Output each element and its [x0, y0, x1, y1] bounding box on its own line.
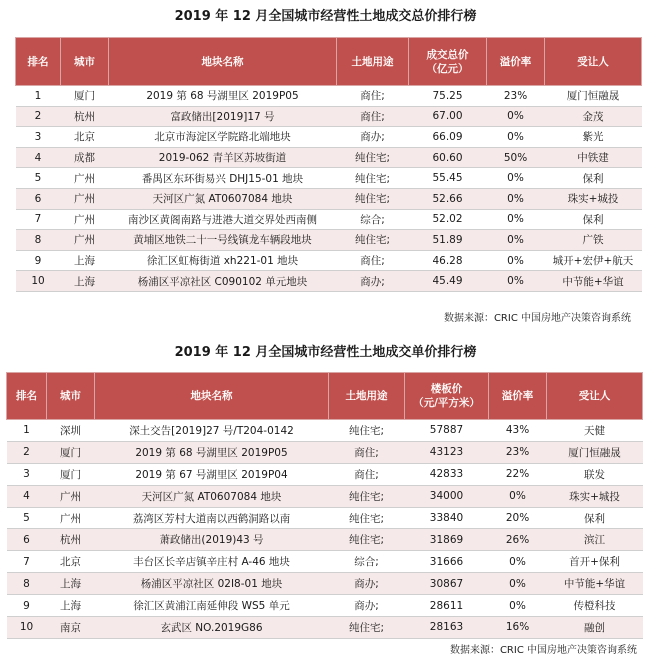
parcel-name-cell: 北京市海淀区学院路北端地块: [109, 127, 337, 148]
table-row: [7, 485, 643, 507]
price-cell: 52.66: [409, 188, 487, 209]
land-use-cell: 纯住宅;: [337, 147, 409, 168]
table-row: [7, 420, 643, 442]
table-row: [7, 529, 643, 551]
buyer-cell: 保利: [545, 209, 642, 230]
parcel-name-cell: 富政储出[2019]17 号: [109, 106, 337, 127]
table-row: [16, 230, 642, 251]
rank-cell: 7: [7, 551, 47, 573]
price-cell: 52.02: [409, 209, 487, 230]
premium-rate-cell: 23%: [489, 441, 547, 463]
city-cell: 广州: [61, 168, 109, 189]
buyer-cell: 滨江: [547, 529, 643, 551]
buyer-cell: 广铁: [545, 230, 642, 251]
table1-title: 2019 年 12 月全国城市经营性土地成交总价排行榜: [174, 9, 477, 24]
table-row: [7, 595, 643, 617]
premium-rate-cell: 50%: [487, 147, 545, 168]
parcel-name-cell: 丰台区长辛店镇辛庄村 A-46 地块: [95, 551, 329, 573]
rank-cell: 3: [16, 127, 61, 148]
city-cell: 上海: [47, 573, 95, 595]
parcel-name-cell: 徐汇区黄浦江南延伸段 WS5 单元: [95, 595, 329, 617]
parcel-name-cell: 黄埔区地铁二十一号线镇龙车辆段地块: [109, 230, 337, 251]
price-cell: 33840: [405, 507, 489, 529]
price-cell: 46.28: [409, 250, 487, 271]
land-use-cell: 商住;: [337, 106, 409, 127]
price-cell: 75.25: [409, 86, 487, 107]
parcel-name-cell: 2019-062 青羊区苏坡街道: [109, 147, 337, 168]
rank-cell: 4: [7, 485, 47, 507]
city-cell: 北京: [61, 127, 109, 148]
land-use-cell: 纯住宅;: [329, 507, 405, 529]
land-use-cell: 商住;: [337, 86, 409, 107]
rank-cell: 3: [7, 463, 47, 485]
rank-cell: 8: [16, 230, 61, 251]
price-cell: 51.89: [409, 230, 487, 251]
buyer-cell: 金茂: [545, 106, 642, 127]
premium-rate-cell: 0%: [489, 551, 547, 573]
buyer-cell: 传橙科技: [547, 595, 643, 617]
buyer-cell: 保利: [547, 507, 643, 529]
parcel-name-cell: 杨浦区平凉社区 02I8-01 地块: [95, 573, 329, 595]
buyer-cell: 中铁建: [545, 147, 642, 168]
land-use-cell: 商办;: [329, 573, 405, 595]
buyer-cell: 首开+保利: [547, 551, 643, 573]
table-row: [16, 250, 642, 271]
price-cell: 42833: [405, 463, 489, 485]
city-cell: 广州: [61, 188, 109, 209]
city-cell: 广州: [61, 230, 109, 251]
table2-source-note: 数据来源：CRIC 中国房地产决策咨询系统: [449, 645, 637, 656]
buyer-cell: 保利: [545, 168, 642, 189]
buyer-cell: 紫光: [545, 127, 642, 148]
land-use-cell: 商住;: [329, 441, 405, 463]
premium-rate-cell: 43%: [489, 420, 547, 442]
price-cell: 30867: [405, 573, 489, 595]
header-parcel-name: 地块名称: [109, 38, 337, 86]
table-row: [16, 127, 642, 148]
rank-cell: 8: [7, 573, 47, 595]
parcel-name-cell: 徐汇区虹梅街道 xh221-01 地块: [109, 250, 337, 271]
city-cell: 厦门: [47, 441, 95, 463]
parcel-name-cell: 天河区广氮 AT0607084 地块: [109, 188, 337, 209]
city-cell: 南京: [47, 617, 95, 639]
rank-cell: 6: [7, 529, 47, 551]
parcel-name-cell: 深土交告[2019]27 号/T204-0142: [95, 420, 329, 442]
buyer-cell: 融创: [547, 617, 643, 639]
rank-cell: 1: [16, 86, 61, 107]
price-cell: 57887: [405, 420, 489, 442]
table-row: [7, 507, 643, 529]
land-use-cell: 综合;: [337, 209, 409, 230]
buyer-cell: 城开+宏伊+航天: [545, 250, 642, 271]
table-row: [7, 463, 643, 485]
rank-cell: 5: [7, 507, 47, 529]
city-cell: 杭州: [47, 529, 95, 551]
parcel-name-cell: 杨浦区平凉社区 C090102 单元地块: [109, 271, 337, 292]
header-land-use: 土地用途: [329, 373, 405, 420]
table-row: [7, 617, 643, 639]
header-buyer: 受让人: [547, 373, 643, 420]
table2-title: 2019 年 12 月全国城市经营性土地成交单价排行榜: [174, 345, 477, 360]
price-cell: 60.60: [409, 147, 487, 168]
land-use-cell: 纯住宅;: [329, 529, 405, 551]
header-city: 城市: [61, 38, 109, 86]
parcel-name-cell: 2019 第 68 号湖里区 2019P05: [95, 441, 329, 463]
rank-cell: 4: [16, 147, 61, 168]
buyer-cell: 珠实+城投: [547, 485, 643, 507]
rank-cell: 6: [16, 188, 61, 209]
price-cell: 28163: [405, 617, 489, 639]
rank-cell: 7: [16, 209, 61, 230]
city-cell: 厦门: [61, 86, 109, 107]
land-use-cell: 商办;: [329, 595, 405, 617]
city-cell: 杭州: [61, 106, 109, 127]
rank-cell: 9: [7, 595, 47, 617]
land-use-cell: 纯住宅;: [329, 617, 405, 639]
city-cell: 广州: [61, 209, 109, 230]
rank-cell: 5: [16, 168, 61, 189]
city-cell: 广州: [47, 485, 95, 507]
buyer-cell: 天健: [547, 420, 643, 442]
table-row: [16, 271, 642, 292]
table-row: [16, 209, 642, 230]
city-cell: 成都: [61, 147, 109, 168]
header-rank: 排名: [7, 373, 47, 420]
parcel-name-cell: 萧政储出(2019)43 号: [95, 529, 329, 551]
price-cell: 55.45: [409, 168, 487, 189]
rank-cell: 9: [16, 250, 61, 271]
buyer-cell: 珠实+城投: [545, 188, 642, 209]
rank-cell: 10: [7, 617, 47, 639]
parcel-name-cell: 2019 第 67 号湖里区 2019P04: [95, 463, 329, 485]
rank-cell: 2: [16, 106, 61, 127]
premium-rate-cell: 0%: [487, 250, 545, 271]
city-cell: 深圳: [47, 420, 95, 442]
premium-rate-cell: 0%: [487, 127, 545, 148]
city-cell: 上海: [61, 250, 109, 271]
buyer-cell: 厦门恒融晟: [547, 441, 643, 463]
header-buyer: 受让人: [545, 38, 642, 86]
premium-rate-cell: 0%: [489, 595, 547, 617]
premium-rate-cell: 0%: [487, 230, 545, 251]
parcel-name-cell: 天河区广氮 AT0607084 地块: [95, 485, 329, 507]
city-cell: 上海: [61, 271, 109, 292]
rank-cell: 10: [16, 271, 61, 292]
city-cell: 厦门: [47, 463, 95, 485]
header-city: 城市: [47, 373, 95, 420]
price-cell: 67.00: [409, 106, 487, 127]
premium-rate-cell: 23%: [487, 86, 545, 107]
header-premium-rate: 溢价率: [489, 373, 547, 420]
premium-rate-cell: 16%: [489, 617, 547, 639]
buyer-cell: 中节能+华谊: [547, 573, 643, 595]
header-price: 楼板价 （元/平方米）: [405, 373, 489, 420]
rank-cell: 1: [7, 420, 47, 442]
premium-rate-cell: 0%: [487, 106, 545, 127]
buyer-cell: 厦门恒融晟: [545, 86, 642, 107]
header-parcel-name: 地块名称: [95, 373, 329, 420]
land-use-cell: 综合;: [329, 551, 405, 573]
table-row: [7, 441, 643, 463]
land-use-cell: 纯住宅;: [337, 188, 409, 209]
price-cell: 31666: [405, 551, 489, 573]
parcel-name-cell: 荔湾区芳村大道南以西鹤洞路以南: [95, 507, 329, 529]
price-cell: 66.09: [409, 127, 487, 148]
table-row: [16, 188, 642, 209]
premium-rate-cell: 0%: [489, 573, 547, 595]
premium-rate-cell: 0%: [487, 209, 545, 230]
land-use-cell: 纯住宅;: [337, 230, 409, 251]
land-use-cell: 纯住宅;: [337, 168, 409, 189]
table-row: [16, 106, 642, 127]
price-cell: 34000: [405, 485, 489, 507]
premium-rate-cell: 26%: [489, 529, 547, 551]
header-premium-rate: 溢价率: [487, 38, 545, 86]
city-cell: 广州: [47, 507, 95, 529]
premium-rate-cell: 0%: [487, 271, 545, 292]
land-use-cell: 商办;: [337, 271, 409, 292]
rank-cell: 2: [7, 441, 47, 463]
premium-rate-cell: 20%: [489, 507, 547, 529]
header-price: 成交总价 （亿元）: [409, 38, 487, 86]
table-row: [16, 147, 642, 168]
header-rank: 排名: [16, 38, 61, 86]
table-header-row: [7, 373, 643, 420]
table-row: [16, 86, 642, 107]
unit-price-ranking-table: [6, 372, 643, 639]
land-use-cell: 商办;: [337, 127, 409, 148]
header-land-use: 土地用途: [337, 38, 409, 86]
table-row: [7, 551, 643, 573]
parcel-name-cell: 2019 第 68 号湖里区 2019P05: [109, 86, 337, 107]
price-cell: 45.49: [409, 271, 487, 292]
city-cell: 上海: [47, 595, 95, 617]
price-cell: 28611: [405, 595, 489, 617]
parcel-name-cell: 南沙区黄阁南路与进港大道交界处西南侧: [109, 209, 337, 230]
price-cell: 31869: [405, 529, 489, 551]
buyer-cell: 联发: [547, 463, 643, 485]
land-use-cell: 纯住宅;: [329, 485, 405, 507]
land-use-cell: 商住;: [337, 250, 409, 271]
table-row: [16, 168, 642, 189]
table-row: [7, 573, 643, 595]
premium-rate-cell: 0%: [489, 485, 547, 507]
price-cell: 43123: [405, 441, 489, 463]
premium-rate-cell: 22%: [489, 463, 547, 485]
table-header-row: [16, 38, 642, 86]
parcel-name-cell: 番禺区东环街易兴 DHJ15-01 地块: [109, 168, 337, 189]
land-use-cell: 商住;: [329, 463, 405, 485]
premium-rate-cell: 0%: [487, 168, 545, 189]
city-cell: 北京: [47, 551, 95, 573]
table1-source-note: 数据来源：CRIC 中国房地产决策咨询系统: [443, 313, 631, 324]
land-use-cell: 纯住宅;: [329, 420, 405, 442]
buyer-cell: 中节能+华谊: [545, 271, 642, 292]
parcel-name-cell: 玄武区 NO.2019G86: [95, 617, 329, 639]
total-price-ranking-table: [15, 37, 642, 292]
premium-rate-cell: 0%: [487, 188, 545, 209]
